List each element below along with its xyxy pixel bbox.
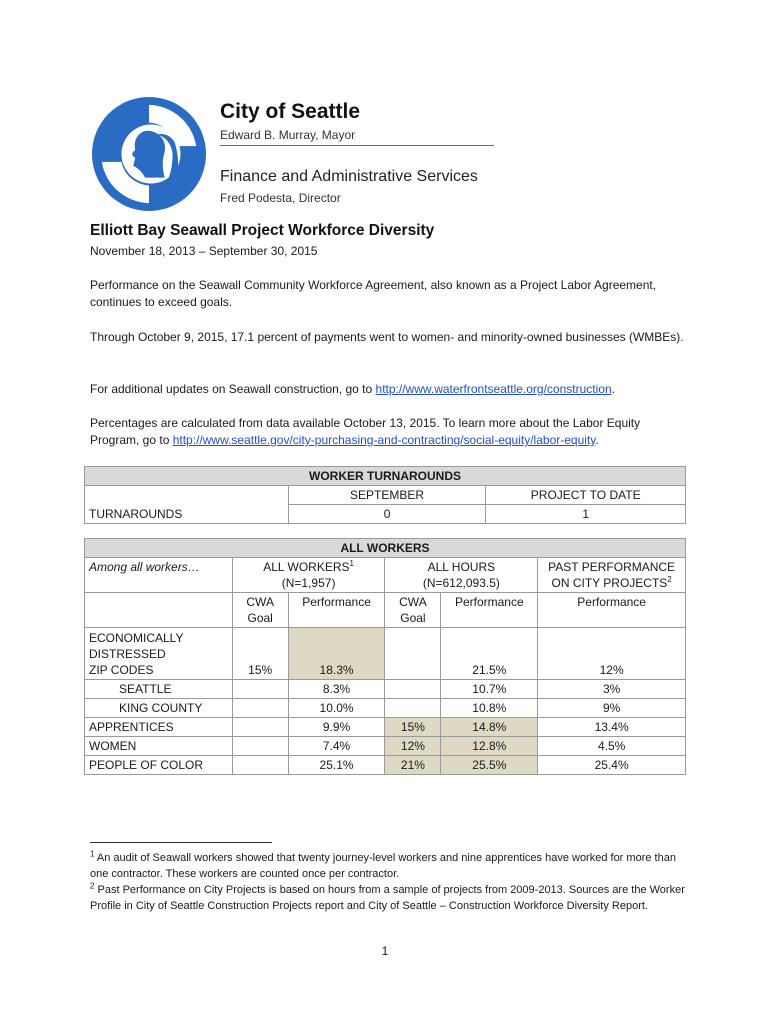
paragraph-labor-equity-text: Percentages are calculated from data available October 13, 2015. To learn more about the Labor Equity Program, go to xyxy=(90,416,641,447)
distressed-workers-goal: 15% xyxy=(232,628,288,680)
apprentices-past-performance: 13.4% xyxy=(538,718,686,737)
hours-performance-header: Performance xyxy=(441,593,538,628)
women-hours-performance: 12.8% xyxy=(441,737,538,756)
seattle-hours-performance: 10.7% xyxy=(441,680,538,699)
city-of-seattle-logo xyxy=(90,95,208,213)
people-of-color-workers-goal xyxy=(232,756,288,775)
past-performance-subheader: Performance xyxy=(538,593,686,628)
footnote-2-text: Past Performance on City Projects is based on hours from a sample of projects from 2009-2013. Sources are the Worker Profile in City of Seattle Construction Projects report and City of Seattle – Construction Workforce Diversity Report. xyxy=(90,884,685,912)
workers-cwa-goal-header xyxy=(232,593,288,628)
september-header: SEPTEMBER xyxy=(288,486,486,505)
turnarounds-label: TURNAROUNDS xyxy=(85,505,289,524)
page-number: 1 xyxy=(381,944,389,958)
row-seattle-label: SEATTLE xyxy=(85,680,233,699)
king-county-workers-performance: 10.0% xyxy=(288,699,385,718)
seattle-past-performance: 3% xyxy=(538,680,686,699)
past-performance-header xyxy=(538,558,686,593)
hours-cwa-label: CWA xyxy=(399,595,427,609)
row-label-line: ZIP CODES xyxy=(89,663,154,677)
project-to-date-value: 1 xyxy=(486,505,686,524)
women-workers-performance: 7.4% xyxy=(288,737,385,756)
apprentices-workers-goal xyxy=(232,718,288,737)
past-performance-line-2: ON CITY PROJECTS xyxy=(551,576,668,590)
labor-equity-link[interactable]: http://www.seattle.gov/city-purchasing-and-contracting/social-equity/labor-equity xyxy=(172,433,596,447)
all-hours-count: (N=612,093.5) xyxy=(422,576,500,590)
footnote-1-text: An audit of Seawall workers showed that twenty journey-level workers and nine apprentices have worked for more than one contractor. These workers are counted once per contractor. xyxy=(90,852,676,880)
women-hours-goal: 12% xyxy=(385,737,441,756)
apprentices-hours-goal: 15% xyxy=(385,718,441,737)
date-range: November 18, 2013 – September 30, 2015 xyxy=(90,244,318,258)
director-name: Fred Podesta, Director xyxy=(220,191,341,205)
all-workers-count: (N=1,957) xyxy=(281,576,336,590)
apprentices-hours-performance: 14.8% xyxy=(441,718,538,737)
past-performance-line-1: PAST PERFORMANCE xyxy=(548,560,676,574)
apprentices-workers-performance: 9.9% xyxy=(288,718,385,737)
king-county-hours-goal xyxy=(385,699,441,718)
seattle-hours-goal xyxy=(385,680,441,699)
people-of-color-past-performance: 25.4% xyxy=(538,756,686,775)
distressed-past-performance: 12% xyxy=(538,628,686,680)
footnote-1-mark: 1 xyxy=(90,849,95,859)
footnote-1-ref: 1 xyxy=(349,559,354,568)
row-distressed-label xyxy=(85,628,233,680)
king-county-workers-goal xyxy=(232,699,288,718)
paragraph-updates-text: For additional updates on Seawall construction, go to xyxy=(90,382,376,396)
department-name: Finance and Administrative Services xyxy=(220,168,478,185)
footnote-2-mark: 2 xyxy=(90,881,95,891)
footnote-2-ref: 2 xyxy=(667,575,672,584)
among-all-workers-label: Among all workers… xyxy=(85,558,233,593)
distressed-hours-performance: 21.5% xyxy=(441,628,538,680)
turnarounds-table-title: WORKER TURNAROUNDS xyxy=(85,467,686,486)
footnote-2 xyxy=(90,882,690,914)
all-hours-header xyxy=(385,558,538,593)
worker-turnarounds-table xyxy=(84,466,686,524)
seattle-workers-performance: 8.3% xyxy=(288,680,385,699)
workers-performance-header: Performance xyxy=(288,593,385,628)
row-women-label: WOMEN xyxy=(85,737,233,756)
project-to-date-header: PROJECT TO DATE xyxy=(486,486,686,505)
footnote-divider xyxy=(90,842,272,843)
row-label-line: DISTRESSED xyxy=(89,647,166,661)
mayor-name: Edward B. Murray, Mayor xyxy=(220,128,494,146)
people-of-color-hours-goal: 21% xyxy=(385,756,441,775)
footnote-1 xyxy=(90,850,690,882)
subheader-blank xyxy=(85,593,233,628)
paragraph-updates xyxy=(90,381,690,398)
paragraph-labor-equity xyxy=(90,415,690,449)
paragraph-updates-end: . xyxy=(611,382,615,396)
hours-goal-label: Goal xyxy=(400,611,426,625)
row-apprentices-label: APPRENTICES xyxy=(85,718,233,737)
row-people-of-color-label: PEOPLE OF COLOR xyxy=(85,756,233,775)
waterfront-link[interactable]: http://www.waterfrontseattle.org/construction xyxy=(375,382,612,396)
hours-cwa-goal-header xyxy=(385,593,441,628)
all-workers-table xyxy=(84,538,686,775)
city-title: City of Seattle xyxy=(220,100,361,123)
king-county-past-performance: 9% xyxy=(538,699,686,718)
paragraph-wmbe: Through October 9, 2015, 17.1 percent of payments went to women- and minority-owned businesses (WMBEs). xyxy=(90,330,684,344)
paragraph-labor-equity-end: . xyxy=(595,433,599,447)
workers-goal-label: Goal xyxy=(247,611,273,625)
people-of-color-workers-performance: 25.1% xyxy=(288,756,385,775)
distressed-workers-performance: 18.3% xyxy=(288,628,385,680)
people-of-color-hours-performance: 25.5% xyxy=(441,756,538,775)
king-county-hours-performance: 10.8% xyxy=(441,699,538,718)
row-king-county-label: KING COUNTY xyxy=(85,699,233,718)
all-workers-table-title: ALL WORKERS xyxy=(85,539,686,558)
turnarounds-blank-cell xyxy=(85,486,289,505)
all-hours-heading: ALL HOURS xyxy=(427,560,496,574)
workers-cwa-label: CWA xyxy=(246,595,274,609)
document-title: Elliott Bay Seawall Project Workforce Diversity xyxy=(90,222,435,239)
women-workers-goal xyxy=(232,737,288,756)
row-label-line: ECONOMICALLY xyxy=(89,631,184,645)
paragraph-agreement: Performance on the Seawall Community Workforce Agreement, also known as a Project Labor Agreement, continues to exceed goals. xyxy=(90,278,657,309)
all-workers-heading: ALL WORKERS xyxy=(263,560,350,574)
seattle-workers-goal xyxy=(232,680,288,699)
women-past-performance: 4.5% xyxy=(538,737,686,756)
all-workers-header xyxy=(232,558,385,593)
september-value: 0 xyxy=(288,505,486,524)
distressed-hours-goal xyxy=(385,628,441,680)
